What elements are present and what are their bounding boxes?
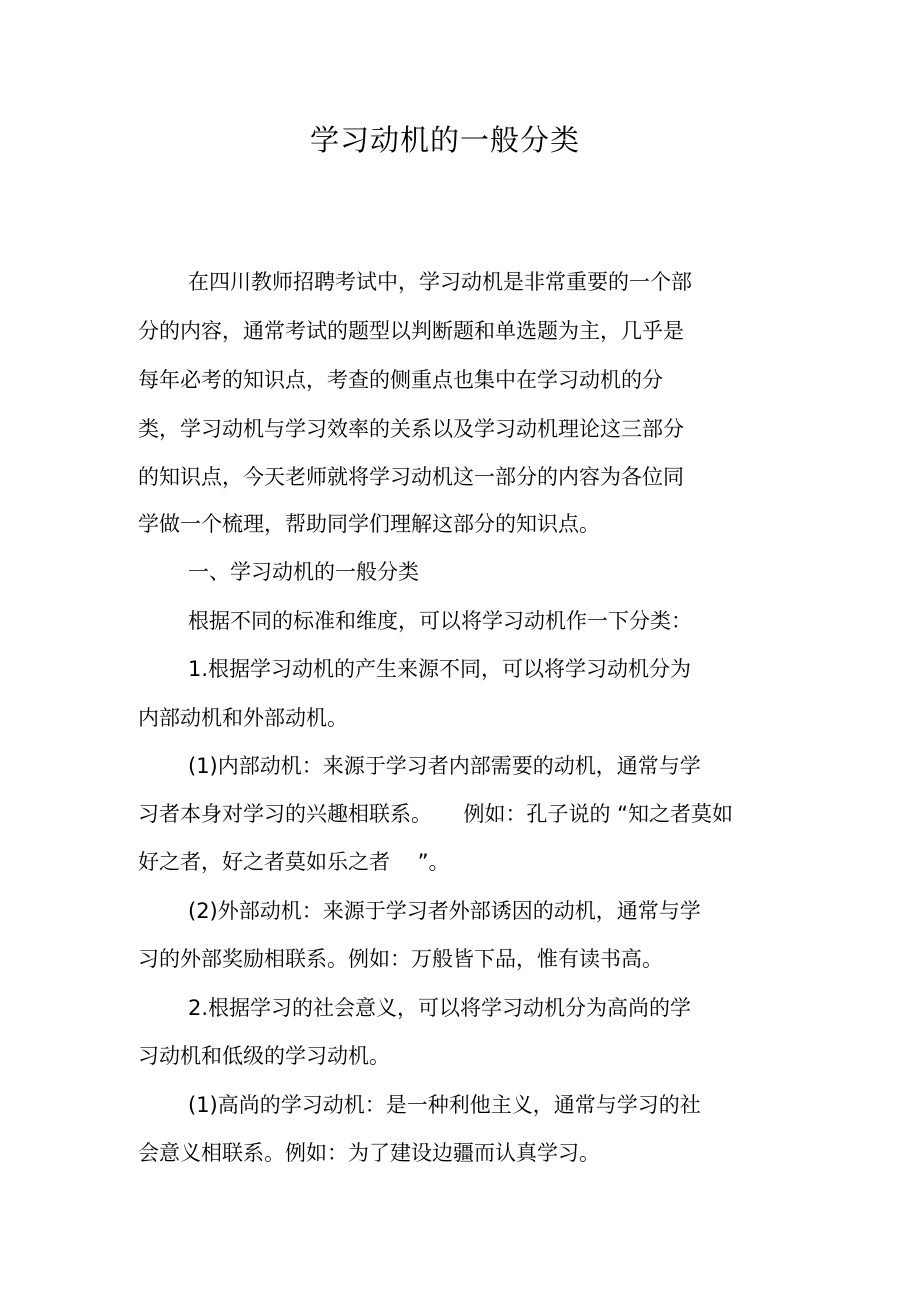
section-heading: 一、学习动机的一般分类 xyxy=(188,560,419,584)
sub-item-line: (1)高尚的学习动机：是一种利他主义，通常与学习的社 xyxy=(188,1093,701,1117)
list-item-heading: 2.根据学习的社会意义，可以将学习动机分为高尚的学 xyxy=(188,996,692,1020)
paragraph-line: 类，学习动机与学习效率的关系以及学习动机理论这三部分 xyxy=(138,417,684,441)
paragraph-line: 内部动机和外部动机。 xyxy=(138,706,348,730)
paragraph-line: 习动机和低级的学习动机。 xyxy=(138,1044,390,1068)
paragraph-line: 学做一个梳理，帮助同学们理解这部分的知识点。 xyxy=(138,512,600,536)
paragraph-line: 习者本身对学习的兴趣相联系。 例如：孔子说的 “知之者莫如 xyxy=(138,802,734,826)
paragraph-line: 根据不同的标准和维度，可以将学习动机作一下分类： xyxy=(188,609,692,633)
paragraph-line: 分的内容，通常考试的题型以判断题和单选题为主，几乎是 xyxy=(138,319,684,343)
sub-item-line: (2)外部动机：来源于学习者外部诱因的动机，通常与学 xyxy=(188,899,701,923)
list-item-heading: 1.根据学习动机的产生来源不同，可以将学习动机分为 xyxy=(188,657,692,681)
paragraph-line: 好之者，好之者莫如乐之者 ”。 xyxy=(138,850,450,874)
paragraph-line: 每年必考的知识点，考查的侧重点也集中在学习动机的分 xyxy=(138,368,663,392)
paragraph-line: 会意义相联系。例如：为了建设边疆而认真学习。 xyxy=(138,1141,600,1165)
paragraph-line: 的知识点，今天老师就将学习动机这一部分的内容为各位同 xyxy=(138,465,684,489)
paragraph-line: 习的外部奖励相联系。例如：万般皆下品，惟有读书高。 xyxy=(138,947,663,971)
paragraph-line: 在四川教师招聘考试中，学习动机是非常重要的一个部 xyxy=(188,270,692,294)
sub-item-line: (1)内部动机：来源于学习者内部需要的动机，通常与学 xyxy=(188,754,701,778)
document-title: 学习动机的一般分类 xyxy=(309,123,580,157)
